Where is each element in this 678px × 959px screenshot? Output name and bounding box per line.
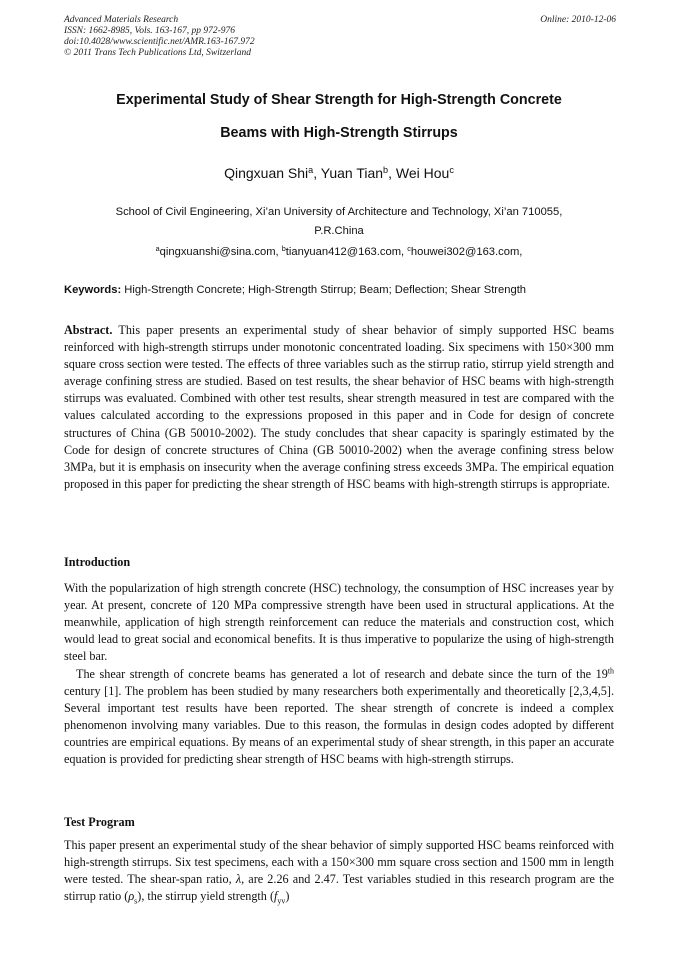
intro-p2-text-b: century [1]. The problem has been studied by many researchers both experimentally and theoretically [2,3,4,5]. Several important test results have been reported. The shear strength of concrete is indeed a complex phenomenon involving many variables. Due to this reason, the formulas in design codes adopted by different countries are empirical equations. By means of an experimental study of shear strength, in this paper an accurate equation is provided for predicting shear strength of HSC beams with high-strength stirrups. (64, 684, 614, 767)
symbol-rho-subscript: s (134, 896, 138, 906)
online-date: Online: 2010-12-06 (540, 15, 616, 25)
symbol-f: f (274, 889, 278, 904)
test-p1-text-c: ), the stirrup yield strength ( (137, 889, 275, 904)
section-heading-test-program: Test Program (64, 815, 135, 829)
keywords (64, 284, 614, 296)
paper-title-line1: Experimental Study of Shear Strength for High-Strength Concrete (116, 92, 562, 108)
introduction-paragraph-2 (64, 666, 614, 769)
email-superscript: b (281, 244, 286, 253)
email-superscript: c (407, 244, 411, 253)
intro-p2-text-a: The shear strength of concrete beams has generated a lot of research and debate since the turn of the 19 (76, 667, 608, 681)
keywords-text: High-Strength Concrete; High-Strength Stirrup; Beam; Deflection; Shear Strength (121, 284, 527, 296)
affiliation-line1: School of Civil Engineering, Xi’an University of Architecture and Technology, Xi’an 710055, (115, 206, 563, 218)
symbol-rho: ρ (128, 889, 135, 904)
test-p1-text-b: , are 2.26 and 2.47. Test variables studied in this research program are the stirrup ratio ( (64, 872, 614, 904)
affiliation-line2: P.R.China (314, 225, 364, 237)
test-program-paragraph (64, 837, 614, 910)
intro-p2-superscript: th (607, 666, 614, 676)
author-emails (64, 246, 614, 258)
paper-title-line2: Beams with High-Strength Stirrups (220, 125, 458, 141)
email-superscript: a (155, 244, 160, 253)
abstract-label: Abstract. (64, 323, 113, 337)
author-name: Wei Hou (395, 165, 450, 181)
author-superscript: a (308, 165, 314, 175)
journal-name: Advanced Materials Research (64, 15, 179, 25)
abstract (64, 322, 614, 493)
section-heading-introduction: Introduction (64, 555, 131, 569)
author-name: Yuan Tian (320, 165, 384, 181)
author-name: Qingxuan Shi (224, 165, 309, 181)
authors (0, 165, 678, 181)
author-separator: , (388, 165, 396, 181)
journal-doi: doi:10.4028/www.scientific.net/AMR.163-167.972 (64, 37, 255, 47)
author-superscript: c (449, 165, 454, 175)
email-link[interactable]: houwei302@163.com, (410, 246, 523, 258)
test-p1-text-a: This paper present an experimental study of the shear behavior of simply supported HSC beams reinforced with high-strength stirrups. Six test specimens, each with a 150×300 mm square cross section and 1500 mm in length were tested. The shear-span ratio, (64, 838, 614, 887)
journal-copyright: © 2011 Trans Tech Publications Ltd, Switzerland (64, 48, 251, 58)
abstract-text: This paper presents an experimental study of shear behavior of simply supported HSC beams reinforced with high-strength stirrups under monotonic concentrated loading. Six specimens with 150×300 mm square cross section were tested. The effects of three variables such as the stirrup ratio, stirrup yield strength and average confining stress are studied. Based on test results, the shear behavior of HSC beams with high-strength stirrups was evaluated. Combined with other test results, shear strength measured in test are compared with the values calculated according to the expressions proposed in this paper and in Code for design of concrete structures of China (GB 50010-2002). The study concludes that shear capacity is sparingly estimated by the Code for design of concrete structures of China (GB 50010-2002) when the average confining stress below 3MPa, but it is emphasis on insecurity when the average confining stress exceeds 3MPa. The empirical equation proposed in this paper for predicting the shear strength of HSC beams with high-strength stirrups is appropriate. (64, 323, 614, 491)
author-superscript: b (383, 165, 389, 175)
symbol-lambda: λ (235, 872, 242, 887)
affiliation (64, 203, 614, 241)
symbol-f-subscript: yv (277, 896, 286, 906)
author-separator: , (313, 165, 321, 181)
keywords-label: Keywords: (64, 284, 122, 296)
journal-issn: ISSN: 1662-8985, Vols. 163-167, pp 972-976 (64, 26, 235, 36)
email-link[interactable]: qingxuanshi@sina.com, (159, 246, 282, 258)
email-link[interactable]: tianyuan412@163.com, (285, 246, 408, 258)
journal-header (64, 15, 255, 59)
test-p1-text-d: ) (285, 889, 290, 904)
introduction-paragraph-1: With the popularization of high strength concrete (HSC) technology, the consumption of HSC increases year by year. At present, concrete of 120 MPa compressive strength have been used in structural applications. At the meanwhile, application of high strength reinforcement can reduce the materials and construction cost, which would lead to great social and economical benefits. It is thus imperative to popularize the using of high-strength steel bar. (64, 581, 614, 664)
